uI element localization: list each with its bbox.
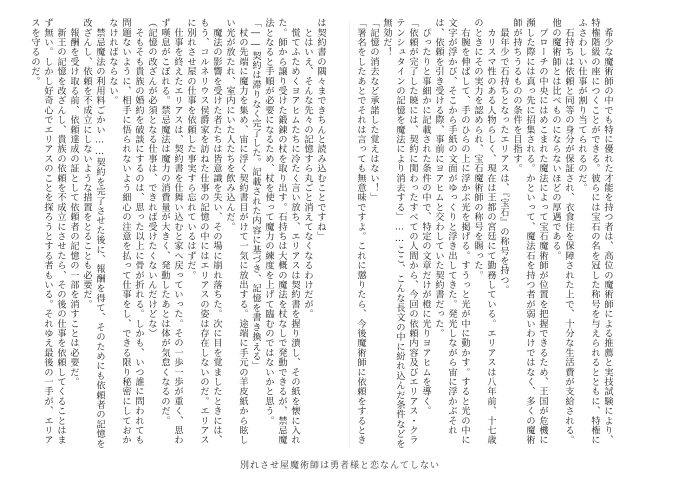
running-footer: 別れさせ屋魔術師は勇者様と恋なんてしない	[239, 461, 440, 471]
paragraph: 仕事を終えたエリアスは、契約書を仕舞い込むと家へ戻っていった。その一歩一歩が重く、思わず嘆息がこぼれる。禁忌魔法は魔力の消費量が大きく、発動したあとは体が気怠くなるのだ。	[159, 18, 183, 445]
left-page-text	[28, 18, 327, 450]
paragraph: 魔法の影響を受けた者たちは皆意識を失い、その場に崩れ落ちた。次に目を覚ましたときには、もう、コルネリウス侯爵家を訪ねた仕事の記憶の中にはエリアスの姿は存在しないのだ。エリアスに別れさせ屋の仕事を依頼した事実すら忘れているはずだ。	[185, 18, 222, 445]
paragraph: 新王の記憶を改ざんし、貴族の依頼を不成立にさせたら、その後の仕事を依頼してくることはまず無い。しかし好奇心でエリアスのことを探ろうとする者もいる。それゆえ最後の一手が、エリアスを守るのだ。	[29, 18, 66, 445]
right-page	[354, 18, 672, 450]
page-gutter	[349, 20, 350, 448]
left-page	[28, 18, 346, 450]
paragraph: 「記憶の消去など承諾した覚えはない！」	[368, 18, 379, 203]
paragraph: は契約書の隅々まできちんと読み込むことですね」	[315, 18, 326, 242]
paragraph: 希少な魔術師の中でも特に優れた才能を持つ者は、高位の魔術師による推薦と実技試験により、特権階級の座につくことができる。彼らには宝石の名を冠した称号を与えられるとともに、特権にふさわしい仕事が割り当てられるのだ。	[576, 18, 613, 445]
paragraph: プローチの中央にはめこまれた魔法によって宝石魔術師が位置を把握できるため、王国が危機に瀕した際には真っ先に招集される。かといって、魔法石を持つ者が弱いわけではなく、多くの魔術師が持ちうるものの条件を目指す。	[511, 18, 548, 445]
paragraph: 「署名をしたあとでそれは言っても無意味ですよ。これに懲りたら、今後魔術師に依頼をするとき	[355, 18, 366, 445]
paragraph: そもそも貴族の婚約を破談にするのは、思った以上に骨が折れる。しかも、いつ誰に問われても問題ないように、相手に悟られないよう細心の注意を払って仕事をし、できる限り秘密にしておかなければならない。	[107, 18, 144, 445]
paragraph: 杖の先端に魔力を集め、宙に浮く契約書目がけて一気に放出する。途端に手元の羊皮紙から眩しい光が放たれ、室内にいた人たちを飲み込んだ。	[224, 18, 248, 445]
paragraph: 「依頼が完了した暁には、契約に関わったすべての人間から、今回の依頼内容及びエリアス・クラテンシュタインの記憶を魔法により消去する」……ここ、こんな長文の中に紛れ込んだ条件などを無効だ！	[381, 18, 418, 449]
paragraph: ぴったりと事細かに記載された条件の中で、特定の文章だけが橙に光りヨアヒムを導く。	[420, 18, 431, 416]
paragraph: とはいえ、そんな先々の記憶すら丸ごと消えてなくなるわけだが。	[302, 18, 313, 319]
paragraph: 禁忌魔法の利用料ごかい……契約を完了させた後に、報酬を得て、そのためにも依頼者の記憶を改ざんし、依頼を不成立にしないような措置をとることも必要だ。	[81, 18, 105, 449]
paragraph: 「――契約は滞りなく完了した。記載された内容に基づき、記憶を書き換える」	[250, 18, 261, 371]
paragraph: 石持ちは依頼と同等の身分が保証され、衣食住を保障された上で、十分な生活費が支給される。他の魔術師とは比べものにならないほどの厚遇である。	[550, 18, 574, 445]
paragraph: カリスマ性のある人物らしく、現在は王都の宮廷にて勤務している。エリアスは八年前、十七歳のときにその実力を認められ、宝石魔術師の称号を賜った。	[472, 18, 496, 445]
paragraph: 最年少で石持ちとなったエリアスは、『宝石』の称号を持つ。	[498, 18, 509, 295]
paragraph: 報酬を受け取る前、依頼達成の証として依頼者の記憶の一部を消すことは必要だ。	[68, 18, 79, 387]
paragraph: 慌てふためくヨアヒムたちに冷たく言い放ち、エリアスは契約書を握り潰し、その紙を懐に入れた。師から譲り受けた鍛錬の杖を取り出す。石持ちは大概の魔法を杖なしで発動できるが、禁忌魔法となると手順が必要になるため、杖を使って魔力の練度を上げて臨むのではないかと思う。	[263, 18, 300, 445]
right-page-text	[354, 18, 614, 450]
paragraph: 右腕を伸ばして、手のひらの上に浮かぶ光を掲げる。すうっと光が中に動かす。すると光の中に文字が浮かび、そこから手紙の文面がゆっくりと浮き出してきた。発光しながら宙に浮かぶそれは、依頼を引き受ける際、事前にヨアヒムと交わしていた契約書だった。	[433, 18, 470, 445]
paragraph: （記憶の改ざんが必須となる仕事は、できれば受けたくないんだけどな）	[146, 18, 157, 339]
